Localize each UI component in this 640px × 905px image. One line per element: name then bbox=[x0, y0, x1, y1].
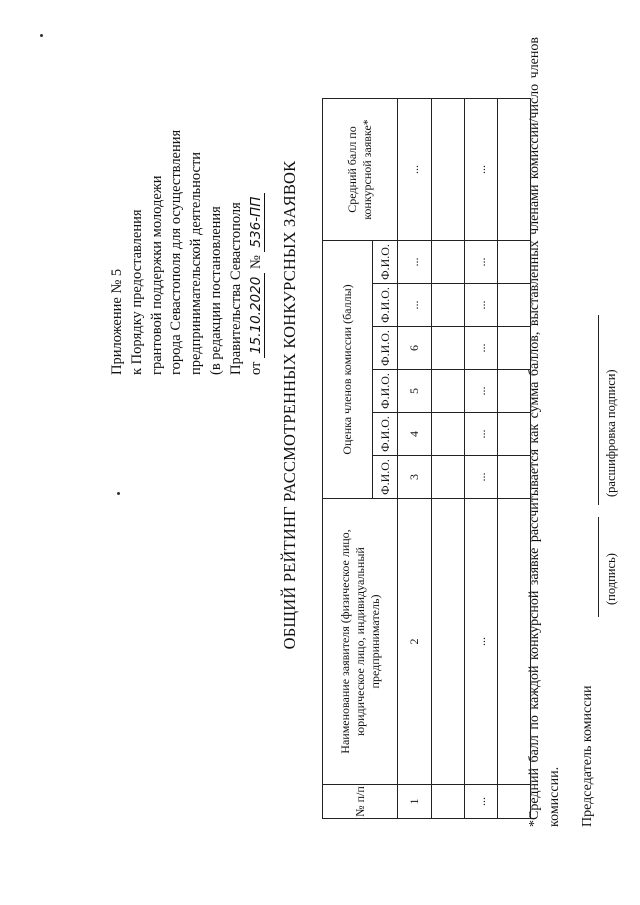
table-row-ellipsis bbox=[465, 99, 498, 819]
decree-number: 536-ПП bbox=[248, 193, 265, 252]
table-cell bbox=[432, 370, 465, 413]
appendix-line: грантовой поддержки молодежи bbox=[148, 175, 165, 375]
table-cell: ... bbox=[398, 284, 432, 327]
table-cell: ... bbox=[465, 370, 498, 413]
table-cell: 3 bbox=[398, 456, 432, 499]
footnote: *Средний балл по каждой конкурсной заявке рассчитывается как сумма баллов, выставленных членами комиссии/число членов комиссии. bbox=[527, 37, 562, 827]
header-average: Средний балл по конкурсной заявке* bbox=[323, 99, 398, 241]
table-cell bbox=[432, 284, 465, 327]
table-row-index bbox=[398, 99, 432, 819]
rating-table bbox=[322, 98, 531, 819]
appendix-title: Приложение № 5 bbox=[109, 268, 125, 375]
table-cell: ... bbox=[465, 785, 498, 819]
number-label: № bbox=[247, 255, 264, 270]
table-cell: 4 bbox=[398, 413, 432, 456]
table-cell: 5 bbox=[398, 370, 432, 413]
table-cell bbox=[432, 499, 465, 785]
decode-line bbox=[597, 315, 599, 505]
table-cell: 2 bbox=[398, 499, 432, 785]
table-cell: ... bbox=[465, 99, 498, 241]
header-member: Ф.И.О. bbox=[373, 413, 398, 456]
chair-label: Председатель комиссии bbox=[580, 685, 595, 827]
table-row-blank bbox=[432, 99, 465, 819]
signature-line bbox=[597, 517, 599, 617]
scan-speck bbox=[40, 34, 43, 37]
table-cell: ... bbox=[465, 456, 498, 499]
appendix-line: города Севастополя для осуществления bbox=[168, 129, 185, 375]
appendix-header bbox=[108, 45, 266, 375]
header-member: Ф.И.О. bbox=[373, 241, 398, 284]
header-applicant: Наименование заявителя (физическое лицо, юридическое лицо, индивидуальный предприниматель) bbox=[323, 499, 398, 785]
appendix-date-line bbox=[247, 45, 267, 375]
table-cell: 6 bbox=[398, 327, 432, 370]
scan-speck bbox=[117, 492, 120, 495]
signature-block bbox=[580, 47, 630, 827]
table-cell: ... bbox=[465, 284, 498, 327]
document-title: ОБЩИЙ РЕЙТИНГ РАССМОТРЕННЫХ КОНКУРСНЫХ ЗАЯВОК bbox=[280, 160, 299, 650]
header-num: № п/п bbox=[323, 785, 398, 819]
table-cell: ... bbox=[398, 99, 432, 241]
table-cell: 1 bbox=[398, 785, 432, 819]
table-cell bbox=[432, 241, 465, 284]
header-member: Ф.И.О. bbox=[373, 456, 398, 499]
table-cell: ... bbox=[465, 413, 498, 456]
decode-caption: (расшифровка подписи) bbox=[604, 369, 618, 497]
appendix-line: предпринимательской деятельности bbox=[188, 151, 205, 375]
table-cell bbox=[432, 785, 465, 819]
table-cell: ... bbox=[465, 499, 498, 785]
header-member: Ф.И.О. bbox=[373, 370, 398, 413]
table-cell: ... bbox=[465, 241, 498, 284]
appendix-line: Правительства Севастополя bbox=[227, 202, 244, 375]
appendix-line: к Порядку предоставления bbox=[128, 209, 145, 375]
table-cell: ... bbox=[398, 241, 432, 284]
sign-caption: (подпись) bbox=[604, 553, 618, 605]
header-member: Ф.И.О. bbox=[373, 284, 398, 327]
appendix-line: (в редакции постановления bbox=[207, 206, 224, 375]
header-member: Ф.И.О. bbox=[373, 327, 398, 370]
table-cell bbox=[432, 413, 465, 456]
header-scores: Оценка членов комиссии (баллы) bbox=[323, 241, 373, 499]
table-cell bbox=[432, 456, 465, 499]
decree-date: 15.10.2020 bbox=[248, 273, 265, 358]
table-cell bbox=[432, 99, 465, 241]
from-label: от bbox=[247, 361, 264, 375]
table-cell bbox=[432, 327, 465, 370]
table-cell: ... bbox=[465, 327, 498, 370]
